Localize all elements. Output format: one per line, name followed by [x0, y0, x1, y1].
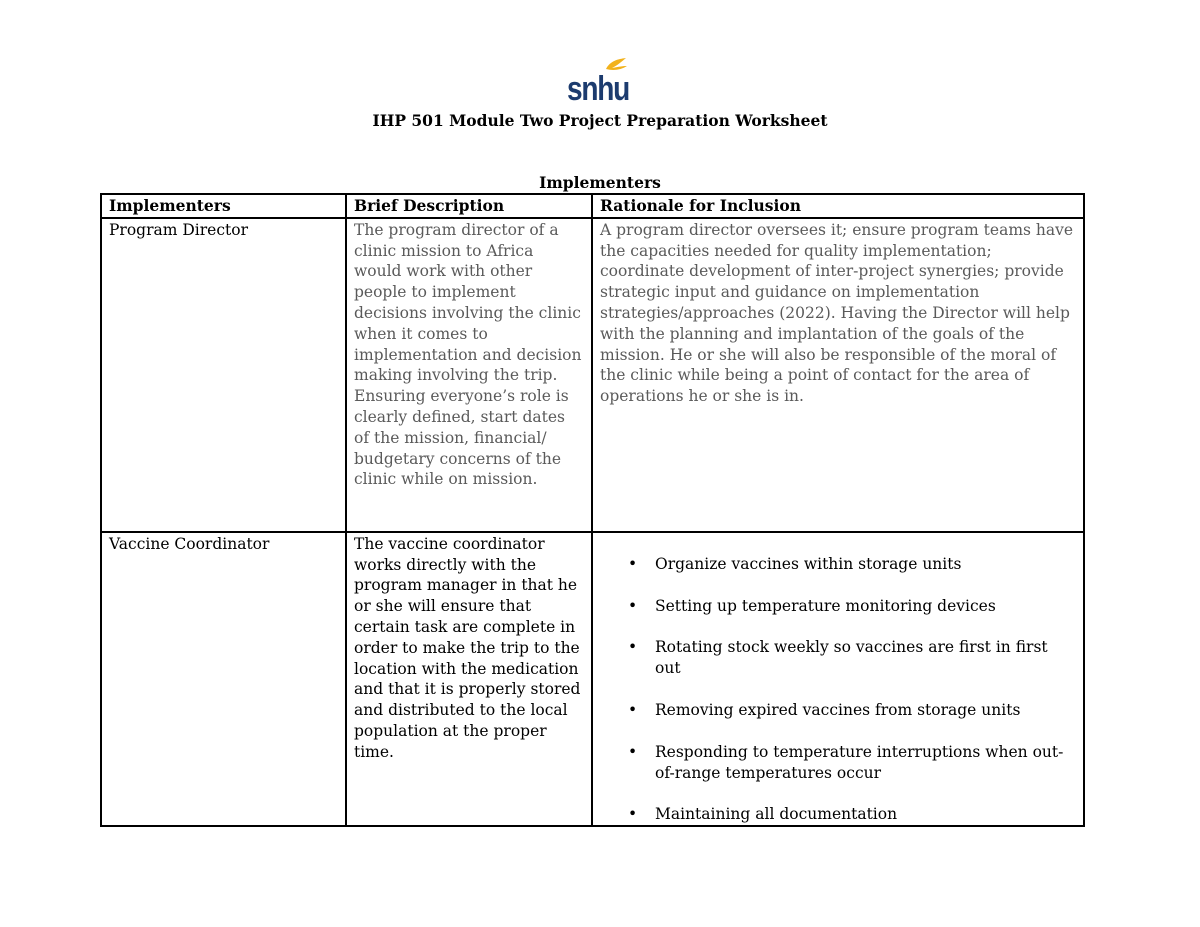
- description-cell: The vaccine coordinator works directly with the program manager in that he or she will ensure that certain task are complete in order to make the trip to the location with the medication and that it is properly stored and distributed to the local population at the proper time.: [346, 532, 592, 826]
- table-caption: Implementers: [539, 173, 661, 192]
- header-brief-description: Brief Description: [346, 194, 592, 218]
- list-item-text: Organize vaccines within storage units: [655, 554, 962, 573]
- list-item-text: Removing expired vaccines from storage units: [655, 700, 1021, 719]
- list-item: [600, 700, 1076, 721]
- list-item: [600, 637, 1076, 679]
- bullet-icon: •: [628, 742, 638, 761]
- list-item-text: Maintaining all documentation: [655, 805, 898, 824]
- description-cell: The program director of a clinic mission to Africa would work with other people to implement decisions involving the clinic when it comes to implementation and decision making involving the trip. Ensuring everyone’s role is clearly defined, start dates of the mission, financial/ budgetary concerns of the clinic while on mission.: [346, 218, 592, 532]
- table-row: [101, 218, 1084, 532]
- list-item: [600, 804, 1076, 825]
- list-item: [600, 596, 1076, 617]
- bullet-icon: •: [628, 805, 638, 824]
- list-item: [600, 742, 1076, 784]
- list-item-text: Rotating stock weekly so vaccines are first in first out: [655, 638, 1048, 678]
- bullet-icon: •: [628, 638, 638, 657]
- implementers-table: [100, 193, 1085, 827]
- list-item-text: Responding to temperature interruptions when out-of-range temperatures occur: [655, 742, 1064, 782]
- list-item: [600, 554, 1076, 575]
- header-implementers: Implementers: [101, 194, 346, 218]
- implementer-cell: Program Director: [101, 218, 346, 532]
- list-item-text: Setting up temperature monitoring devices: [655, 596, 996, 615]
- snhu-logo: [566, 57, 630, 108]
- logo-wordmark: snhu: [567, 70, 629, 108]
- bullet-icon: •: [628, 554, 638, 573]
- rationale-cell: [592, 532, 1084, 826]
- rationale-task-list: [600, 554, 1076, 825]
- bullet-icon: •: [628, 700, 638, 719]
- rationale-cell: A program director oversees it; ensure program teams have the capacities needed for quality implementation; coordinate development of inter-project synergies; provide strategic input and guidance on implementation strategies/approaches (2022). Having the Director will help with the planning and implantation of the goals of the mission. He or she will also be responsible of the moral of the clinic while being a point of contact for the area of operations he or she is in.: [592, 218, 1084, 532]
- bullet-icon: •: [628, 596, 638, 615]
- table-row: [101, 532, 1084, 826]
- implementer-cell: Vaccine Coordinator: [101, 532, 346, 826]
- logo-flame-icon: [606, 58, 627, 70]
- document-title: IHP 501 Module Two Project Preparation Worksheet: [372, 111, 828, 130]
- table-header-row: [101, 194, 1084, 218]
- header-rationale: Rationale for Inclusion: [592, 194, 1084, 218]
